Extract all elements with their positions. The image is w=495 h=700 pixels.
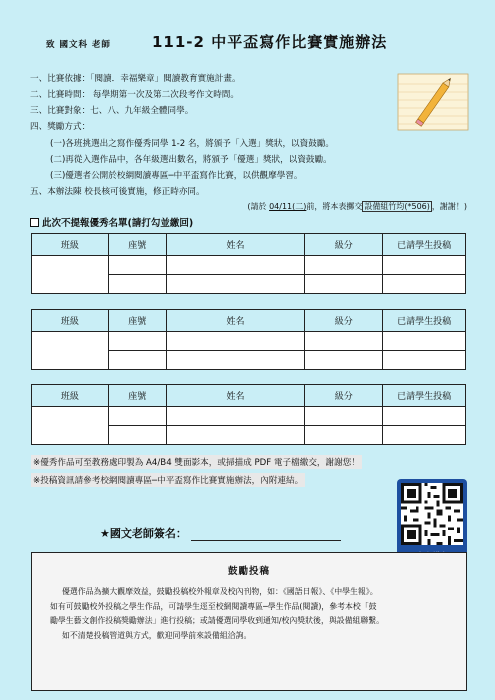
- name-cell[interactable]: [166, 332, 305, 351]
- submitted-cell[interactable]: [383, 351, 466, 370]
- header-score: 級分: [305, 234, 383, 256]
- signature-field[interactable]: [191, 529, 341, 541]
- score-cell[interactable]: [305, 351, 383, 370]
- header-submitted: 已請學生投稿: [383, 310, 466, 332]
- header-name: 姓名: [166, 310, 305, 332]
- rule-target: 三、比賽對象：七、八、九年級全體同學。: [30, 106, 194, 116]
- no-nomination-label: 此次不提報優秀名單(請打勾並繳回): [42, 218, 194, 229]
- table-row: [32, 407, 466, 426]
- award-item-1: (一)各班挑選出之寫作優秀同學 1-2 名，將頒予「入選」獎狀，以資鼓勵。: [50, 139, 335, 149]
- no-nomination-checkbox[interactable]: [30, 218, 39, 227]
- encourage-line-3: 勵學生藝文創作投稿獎勵辦法」進行投稿；或請優選同學收到通知/校內獎狀後，與設備組聯繫。: [50, 616, 385, 625]
- encourage-line-4: 如不清楚投稿管道與方式，歡迎同學前來設備組洽詢。: [62, 630, 252, 640]
- header-seat: 座號: [108, 234, 166, 256]
- score-cell[interactable]: [305, 275, 383, 294]
- header-seat: 座號: [108, 310, 166, 332]
- encourage-body: [32, 577, 466, 643]
- encourage-line-1: 優選作品為擴大觀摩效益，鼓勵投稿校外報章及校內刊物，如：《國語日報》、《中學生報》。: [62, 587, 378, 596]
- submitted-cell[interactable]: [383, 275, 466, 294]
- page-title: 111-2 中平盃寫作比賽實施辦法: [152, 33, 388, 51]
- header-name: 姓名: [166, 385, 305, 407]
- deadline-middle: 前，將本表擲交: [306, 202, 363, 211]
- class-cell[interactable]: [32, 332, 109, 370]
- submitted-cell[interactable]: [383, 256, 466, 275]
- nomination-table-2: [31, 309, 466, 370]
- header-seat: 座號: [108, 385, 166, 407]
- seat-cell[interactable]: [108, 332, 166, 351]
- seat-cell[interactable]: [108, 426, 166, 445]
- deadline-note: [247, 201, 467, 212]
- name-cell[interactable]: [166, 275, 305, 294]
- deadline-place: 設備組竹均(*506): [364, 202, 430, 211]
- seat-cell[interactable]: [108, 407, 166, 426]
- teacher-signature: [100, 525, 341, 541]
- score-cell[interactable]: [305, 332, 383, 351]
- encourage-submission-box: [31, 552, 467, 691]
- name-cell[interactable]: [166, 351, 305, 370]
- header-score: 級分: [305, 310, 383, 332]
- submitted-cell[interactable]: [383, 407, 466, 426]
- deadline-prefix: (請於: [247, 202, 270, 211]
- qr-code[interactable]: [397, 479, 467, 559]
- submitted-cell[interactable]: [383, 332, 466, 351]
- seat-cell[interactable]: [108, 351, 166, 370]
- deadline-suffix: ，謝謝！): [431, 202, 467, 211]
- encourage-title: 鼓勵投稿: [227, 566, 270, 577]
- score-cell[interactable]: [305, 256, 383, 275]
- name-cell[interactable]: [166, 256, 305, 275]
- pencil-paper-icon: [396, 66, 470, 132]
- seat-cell[interactable]: [108, 256, 166, 275]
- qr-pattern-icon: [401, 483, 463, 545]
- nomination-table-1: [31, 233, 466, 294]
- footnote-submission-info: ※投稿資訊請參考校網閱讀專區─中平盃寫作比賽實施辦法，內附連結。: [31, 473, 305, 487]
- score-cell[interactable]: [305, 426, 383, 445]
- submitted-cell[interactable]: [383, 426, 466, 445]
- rule-approval: 五、本辦法陳 校長核可後實施，修正時亦同。: [30, 187, 205, 197]
- name-cell[interactable]: [166, 407, 305, 426]
- rule-time: 二、比賽時間： 每學期第一次及第二次段考作文時間。: [30, 90, 239, 100]
- award-item-3: (三)優選者公開於校網閱讀專區─中平盃寫作比賽，以供觀摩學習。: [50, 171, 303, 181]
- seat-cell[interactable]: [108, 275, 166, 294]
- recipient-line: 致 國文科 老師: [46, 40, 111, 50]
- header-class: 班級: [32, 234, 109, 256]
- header-class: 班級: [32, 385, 109, 407]
- award-item-2: (二)再從入選作品中，各年級選出數名，將頒予「優選」獎狀，以資鼓勵。: [50, 155, 332, 165]
- footnote-print: ※優秀作品可至教務處印製為 A4/B4 雙面影本，或掃描成 PDF 電子檔繳交，謝謝您！: [31, 455, 362, 469]
- name-cell[interactable]: [166, 426, 305, 445]
- rule-basis: 一、比賽依據：「閱讀．幸福樂章」閱讀教育實施計畫。: [30, 74, 241, 84]
- signature-label: ★國文老師簽名：: [100, 527, 187, 540]
- encourage-line-2: 如有可鼓勵校外投稿之學生作品，可請學生逕至校網閱讀專區─學生作品(閱讀)，參考本校「鼓: [50, 601, 377, 611]
- rule-award: 四、獎勵方式：: [30, 122, 91, 132]
- nomination-table-3: [31, 384, 466, 445]
- table-row: [32, 332, 466, 351]
- deadline-date: 04/11(二): [269, 202, 307, 211]
- class-cell[interactable]: [32, 256, 109, 294]
- header-name: 姓名: [166, 234, 305, 256]
- header-class: 班級: [32, 310, 109, 332]
- header-score: 級分: [305, 385, 383, 407]
- header-submitted: 已請學生投稿: [383, 385, 466, 407]
- table-row: [32, 256, 466, 275]
- class-cell[interactable]: [32, 407, 109, 445]
- score-cell[interactable]: [305, 407, 383, 426]
- no-nomination-option[interactable]: [30, 215, 193, 229]
- header-submitted: 已請學生投稿: [383, 234, 466, 256]
